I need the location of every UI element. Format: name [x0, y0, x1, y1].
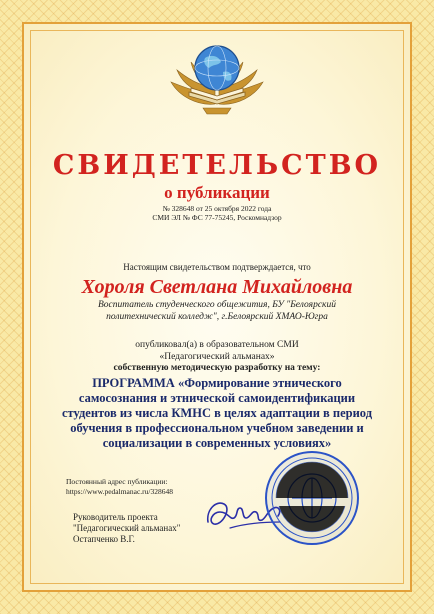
development-line: собственную методическую разработку на тему: [113, 363, 321, 373]
recipient-name: Хороля Светлана Михайловна [81, 276, 353, 298]
leader-line-2: "Педагогический альманах" [73, 523, 181, 533]
stamp-icon [262, 448, 362, 548]
certificate-title: СВИДЕТЕЛЬСТВО [52, 150, 382, 181]
position-line-2: политехнический колледж", г.Белоярский ХМАО-Югра [106, 312, 328, 322]
publication-topic: ПРОГРАММА «Формирование этнического самосознания и этнической самоидентификации студентов из числа КМНС в целях адаптации в период обучения в профессиональном учебном заведении и социализации в современных условиях» [61, 376, 373, 450]
leader-line-1: Руководитель проекта [73, 512, 158, 522]
registration-info [0, 204, 434, 222]
recipient-position [0, 299, 434, 323]
leader-name: Остапченко В.Г. [73, 534, 135, 544]
published-line-2: «Педагогический альманах» [159, 352, 275, 362]
published-text [0, 339, 434, 363]
certificate-subtitle: о публикации [164, 183, 270, 202]
project-leader [73, 512, 180, 545]
address-url[interactable]: https://www.pedalmanac.ru/328648 [66, 487, 173, 496]
publication-address [66, 477, 173, 497]
published-line-1: опубликовал(а) в образовательном СМИ [135, 340, 299, 350]
position-line-1: Воспитатель студенческого общежития, БУ "Белоярский [98, 300, 336, 310]
confirm-text: Настоящим свидетельством подтверждается, что [123, 262, 311, 272]
address-label: Постоянный адрес публикации: [66, 477, 168, 486]
media-registration: СМИ ЭЛ № ФС 77-75245, Роскомнадзор [152, 213, 282, 222]
globe-emblem-icon [167, 34, 267, 126]
reg-number: № 328648 от 25 октября 2022 года [162, 204, 272, 213]
